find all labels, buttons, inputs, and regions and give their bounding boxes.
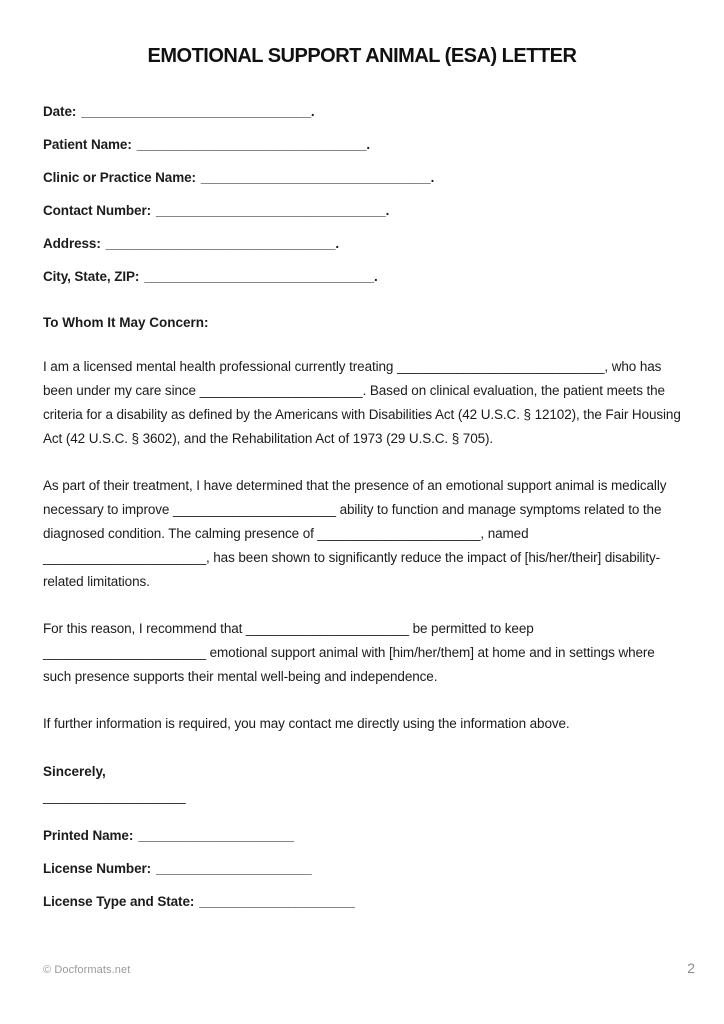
field-printed-name-label: Printed Name:: [43, 828, 134, 843]
field-contact-number: [43, 201, 681, 220]
field-city-state-zip-label: City, State, ZIP:: [43, 269, 140, 284]
field-address-blank: _______________________________.: [105, 236, 340, 251]
footer-copyright: © Docformats.net: [43, 964, 131, 976]
paragraph-recommendation: For this reason, I recommend that ______________________ be permitted to keep ______________________ emotional support animal with [him/her/them] at home and in settings where such presence supports their mental well-being and independence.: [43, 621, 655, 684]
field-clinic-name: [43, 168, 681, 187]
field-printed-name-blank: _____________________: [138, 828, 294, 843]
document-title: EMOTIONAL SUPPORT ANIMAL (ESA) LETTER: [147, 45, 577, 67]
field-license-number: [43, 859, 681, 878]
field-date: [43, 102, 681, 121]
field-patient-name: [43, 135, 681, 154]
field-clinic-name-blank: _______________________________.: [200, 170, 435, 185]
footer-page-number: 2: [687, 960, 695, 976]
closing-sincerely: Sincerely,: [43, 764, 106, 779]
field-license-number-label: License Number:: [43, 861, 152, 876]
field-date-blank: _______________________________.: [81, 104, 315, 119]
paragraph-treatment: I am a licensed mental health professional currently treating ____________________________, who has been under my care since ______________________. Based on clinical evaluation, the patient meets the criteria for a disability as defined by the Americans with Disabilities Act (42 U.S.C. § 12102), the Fair Housing Act (42 U.S.C. § 3602), and the Rehabilitation Act of 1973 (29 U.S.C. § 705).: [43, 359, 681, 446]
field-city-state-zip-blank: _______________________________.: [144, 269, 378, 284]
field-date-label: Date:: [43, 104, 77, 119]
paragraph-contact: If further information is required, you may contact me directly using the information above.: [43, 716, 570, 731]
field-patient-name-blank: _______________________________.: [136, 137, 371, 152]
field-clinic-name-label: Clinic or Practice Name:: [43, 170, 196, 185]
field-address-label: Address:: [43, 236, 101, 251]
field-printed-name: [43, 826, 681, 845]
field-license-type-state-label: License Type and State:: [43, 894, 195, 909]
salutation: To Whom It May Concern:: [43, 315, 209, 330]
field-contact-number-blank: _______________________________.: [156, 203, 390, 218]
letter-content: [43, 0, 681, 925]
field-contact-number-label: Contact Number:: [43, 203, 152, 218]
field-license-number-blank: _____________________: [156, 861, 312, 876]
header-fields: [43, 102, 681, 286]
field-patient-name-label: Patient Name:: [43, 137, 132, 152]
field-city-state-zip: [43, 267, 681, 286]
field-license-type-state-blank: _____________________: [199, 894, 355, 909]
closing-fields: [43, 826, 681, 911]
page-footer: [43, 960, 695, 976]
paragraph-determination: As part of their treatment, I have determined that the presence of an emotional support animal is medically necessary to improve ______________________ ability to function and manage symptoms related to the diagnosed condition. The calming presence of ______________________, named ______________________, has been shown to significantly reduce the impact of [his/her/their] disability-related limitations.: [43, 478, 667, 589]
field-license-type-state: [43, 892, 681, 911]
signature-line: ___________________: [43, 789, 186, 804]
field-address: [43, 234, 681, 253]
